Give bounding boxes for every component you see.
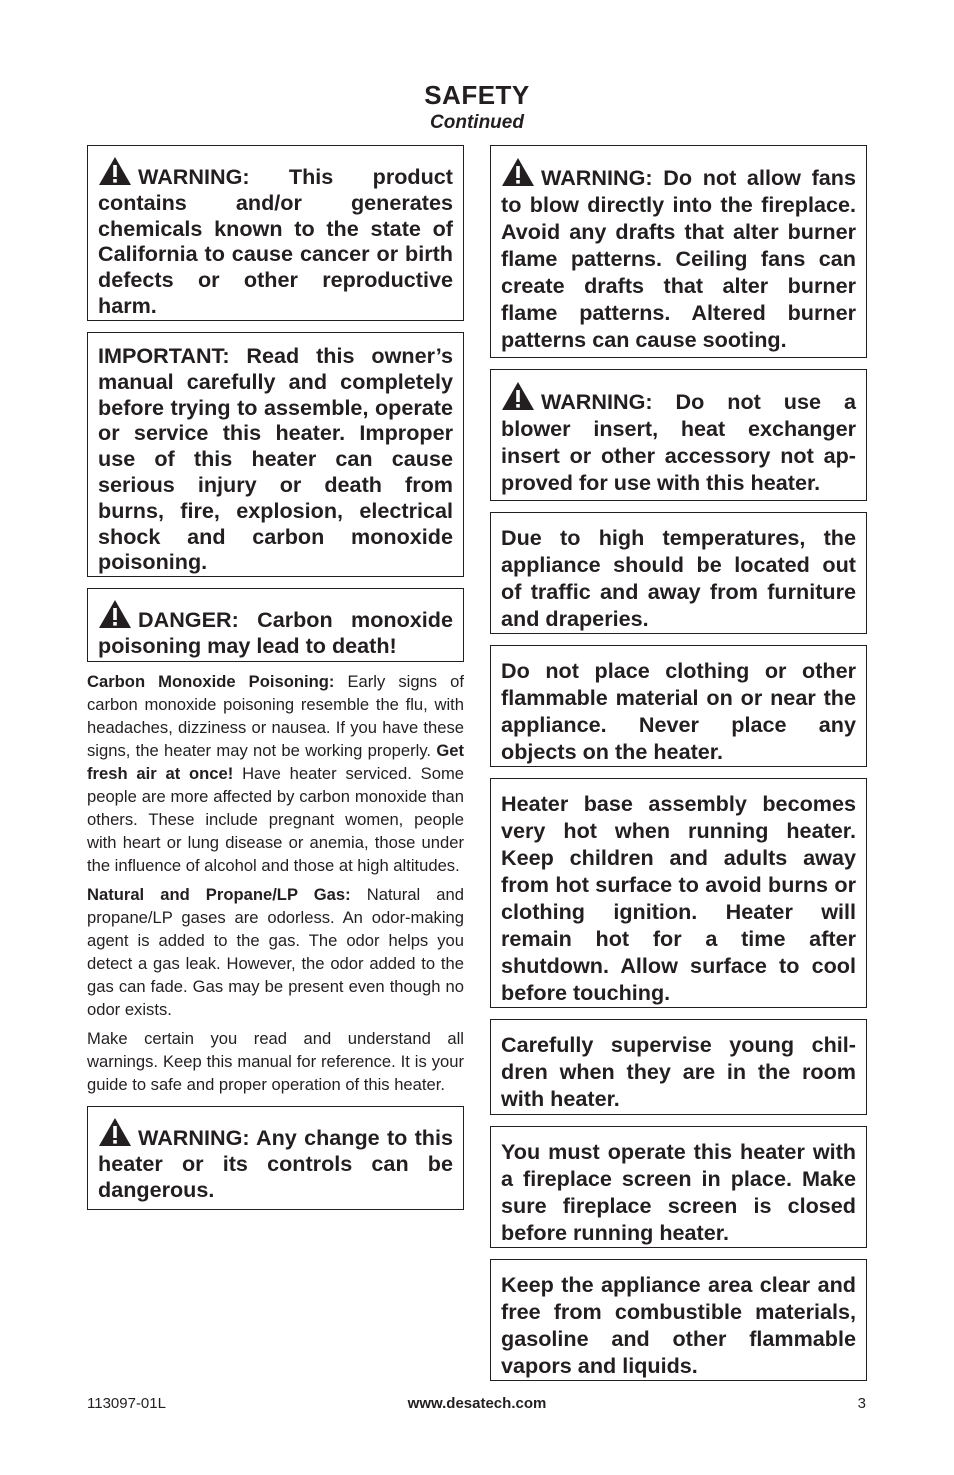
- warning-california-box: [87, 145, 464, 321]
- warning-text: This product contains and/or generates chemicals known to the state of California to cause cancer or birth defects or other reproductive harm.: [98, 164, 453, 318]
- clothing-box: [490, 645, 867, 767]
- gas-heading: Natural and Propane/LP Gas:: [87, 885, 351, 904]
- co-poisoning-heading: Carbon Monoxide Poisoning:: [87, 672, 335, 691]
- warning-label: WARNING:: [138, 164, 250, 189]
- co-poisoning-paragraph: [87, 670, 464, 877]
- right-column: [490, 145, 867, 1392]
- warning-blower-box: [490, 369, 867, 501]
- screen-text: You must operate this heater with a fireplace screen in place. Make sure fireplace screen is closed before running heater.: [501, 1139, 856, 1245]
- danger-co-box: [87, 588, 464, 662]
- high-temp-text: Due to high temperatures, the appliance should be located out of traffic and away from furniture and draperies.: [501, 525, 856, 631]
- supervise-box: [490, 1019, 867, 1115]
- warning-triangle-icon: [98, 156, 132, 186]
- gas-paragraph: [87, 883, 464, 1021]
- clothing-text: Do not place clothing or other flammable material on or near the appliance. Never place any objects on the heater.: [501, 658, 856, 764]
- left-column: [87, 145, 464, 1221]
- danger-label: DANGER:: [138, 607, 239, 632]
- warning-text: Do not allow fans to blow directly into the fireplace. Avoid any drafts that alter burner flame patterns. Ceiling fans can create drafts that alter burner flame patterns. Altered burner patterns can cause sooting.: [501, 165, 856, 352]
- website-link[interactable]: www.desatech.com: [407, 1395, 547, 1412]
- screen-box: [490, 1126, 867, 1248]
- read-warnings-paragraph: [87, 1027, 464, 1096]
- warning-label: WARNING:: [138, 1125, 250, 1150]
- clear-area-box: [490, 1259, 867, 1381]
- important-box: [87, 332, 464, 577]
- warning-triangle-icon: [98, 599, 132, 629]
- base-hot-box: [490, 778, 867, 1008]
- warning-triangle-icon: [501, 157, 535, 187]
- page-subtitle: Continued: [430, 112, 524, 133]
- page-title: SAFETY: [424, 80, 530, 110]
- warning-text: Do not use a blower insert, heat exchanger insert or other accessory not approved for use with this heater.: [501, 389, 856, 495]
- clear-area-text: Keep the appliance area clear and free from combustible materials, gasoline and other flammable vapors and liquids.: [501, 1272, 856, 1378]
- important-text: IMPORTANT: Read this owner’s manual carefully and completely before trying to assemble, operate or service this heater. Improper use of this heater can cause serious injury or death from burns, fire, explosion, electrical shock and carbon monoxide poisoning.: [98, 343, 453, 575]
- document-number: 113097-01L: [87, 1395, 166, 1412]
- read-warnings-text: Make certain you read and understand all warnings. Keep this manual for reference. It is your guide to safe and proper operation of this heater.: [87, 1029, 464, 1094]
- warning-label: WARNING:: [541, 389, 653, 414]
- warning-triangle-icon: [501, 381, 535, 411]
- gas-text: Natural and propane/LP gases are odorless. An odor-making agent is added to the gas. The odor helps you detect a gas leak. However, the odor added to the gas can fade. Gas may be present even though no odor exists.: [87, 885, 464, 1019]
- warning-label: WARNING:: [541, 165, 653, 190]
- warning-change-box: [87, 1106, 464, 1210]
- warning-triangle-icon: [98, 1117, 132, 1147]
- page-number: 3: [857, 1395, 866, 1412]
- warning-fans-box: [490, 145, 867, 358]
- danger-text: Carbon monoxide poisoning may lead to death!: [98, 607, 453, 658]
- co-poisoning-text-2: Have heater serviced. Some people are more affected by carbon monoxide than others. These include pregnant women, people with heart or lung disease or anemia, those under the influence of alcohol and those at high altitudes.: [87, 764, 464, 875]
- high-temp-box: [490, 512, 867, 634]
- co-poisoning-emphasis: Get fresh air at once!: [87, 741, 464, 783]
- base-hot-text: Heater base assembly becomes very hot when running heater. Keep children and adults away from hot surface to avoid burns or clothing ignition. Heater will remain hot for a time after shutdown. Allow surface to cool before touching.: [501, 791, 856, 1005]
- supervise-text: Carefully supervise young children when they are in the room with heater.: [501, 1032, 856, 1111]
- warning-text: Any change to this heater or its controls can be dangerous.: [98, 1125, 453, 1202]
- co-poisoning-text-1: Early signs of carbon monoxide poisoning resemble the flu, with headaches, dizziness or nausea. If you have these signs, the heater may not be working properly.: [87, 672, 464, 760]
